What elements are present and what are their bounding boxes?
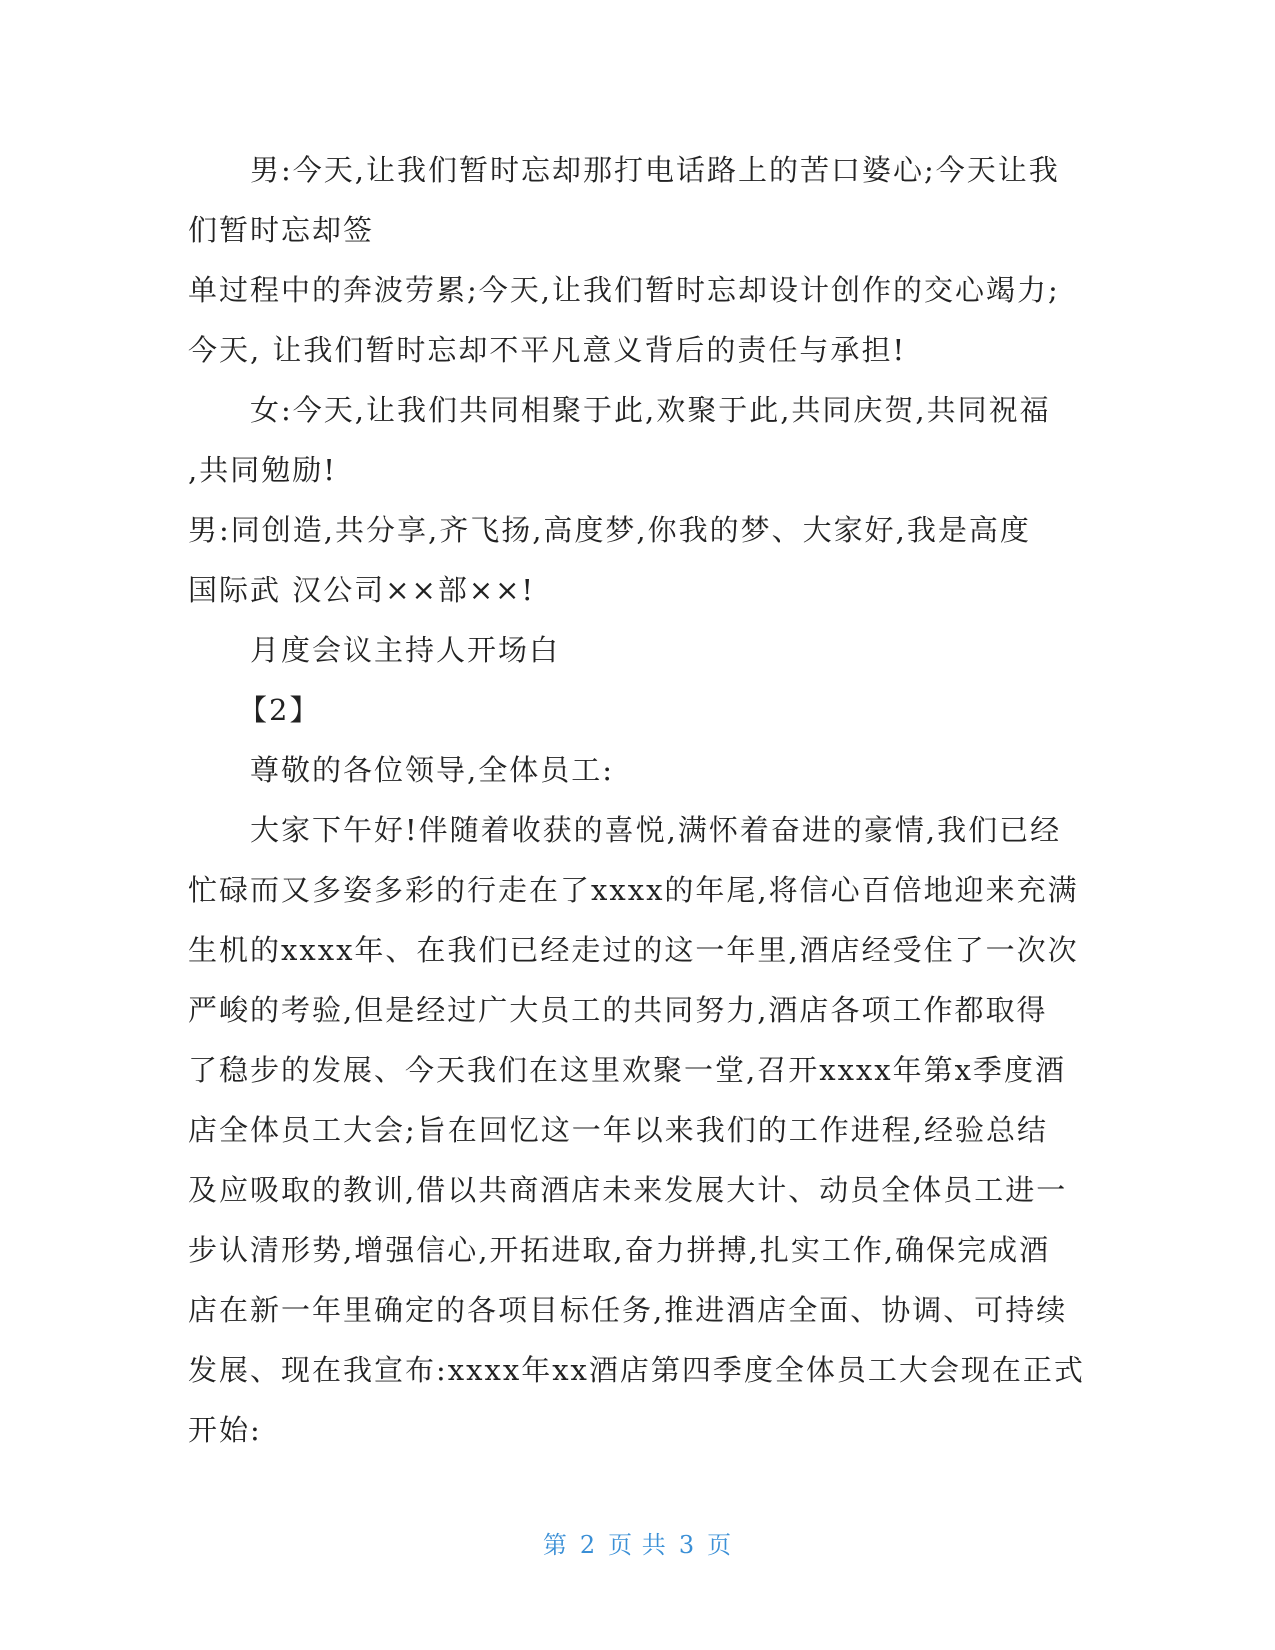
footer-prefix: 第 [542,1531,568,1559]
paragraph-line: 女:今天,让我们共同相聚于此,欢聚于此,共同庆贺,共同祝福 [250,393,1051,427]
footer-page-number: 2 [579,1531,597,1559]
paragraph-line: 店全体员工大会;旨在回忆这一年以来我们的工作进程,经验总结 [188,1113,1048,1147]
paragraph-line: 单过程中的奔波劳累;今天,让我们暂时忘却设计创作的交心竭力; [188,273,1060,307]
salutation: 尊敬的各位领导,全体员工: [250,753,614,787]
paragraph-line: ,共同勉励! [188,453,337,487]
paragraph-line: 男:今天,让我们暂时忘却那打电话路上的苦口婆心;今天让我 [250,153,1060,187]
paragraph-line: 今天, 让我们暂时忘却不平凡意义背后的责任与承担! [188,333,907,367]
page-footer [0,1525,1275,1560]
paragraph-line: 严峻的考验,但是经过广大员工的共同努力,酒店各项工作都取得 [188,993,1048,1027]
footer-middle: 页 共 [608,1531,667,1559]
section-number: 【2】 [238,693,321,727]
paragraph-line: 发展、现在我宣布:xxxx年xx酒店第四季度全体员工大会现在正式 [188,1353,1085,1387]
paragraph-line: 店在新一年里确定的各项目标任务,推进酒店全面、协调、可持续 [188,1293,1068,1327]
paragraph-line: 生机的xxxx年、在我们已经走过的这一年里,酒店经受住了一次次 [188,933,1079,967]
paragraph-line: 开始: [188,1413,262,1447]
section-title: 月度会议主持人开场白 [250,633,561,667]
paragraph-line: 国际武 汉公司××部××! [188,573,536,607]
footer-suffix: 页 [707,1531,733,1559]
paragraph-line: 忙碌而又多姿多彩的行走在了xxxx的年尾,将信心百倍地迎来充满 [188,873,1079,907]
paragraph-line: 及应吸取的教训,借以共商酒店未来发展大计、动员全体员工进一 [188,1173,1068,1207]
paragraph-line: 男:同创造,共分享,齐飞扬,高度梦,你我的梦、大家好,我是高度 [188,513,1031,547]
paragraph-line: 了稳步的发展、今天我们在这里欢聚一堂,召开xxxx年第x季度酒 [188,1053,1066,1087]
paragraph-line: 们暂时忘却签 [188,213,375,247]
paragraph-line: 大家下午好!伴随着收获的喜悦,满怀着奋进的豪情,我们已经 [250,813,1062,847]
footer-total-pages: 3 [678,1531,696,1559]
document-body [188,140,1085,1460]
paragraph-line: 步认清形势,增强信心,开拓进取,奋力拼搏,扎实工作,确保完成酒 [188,1233,1051,1267]
